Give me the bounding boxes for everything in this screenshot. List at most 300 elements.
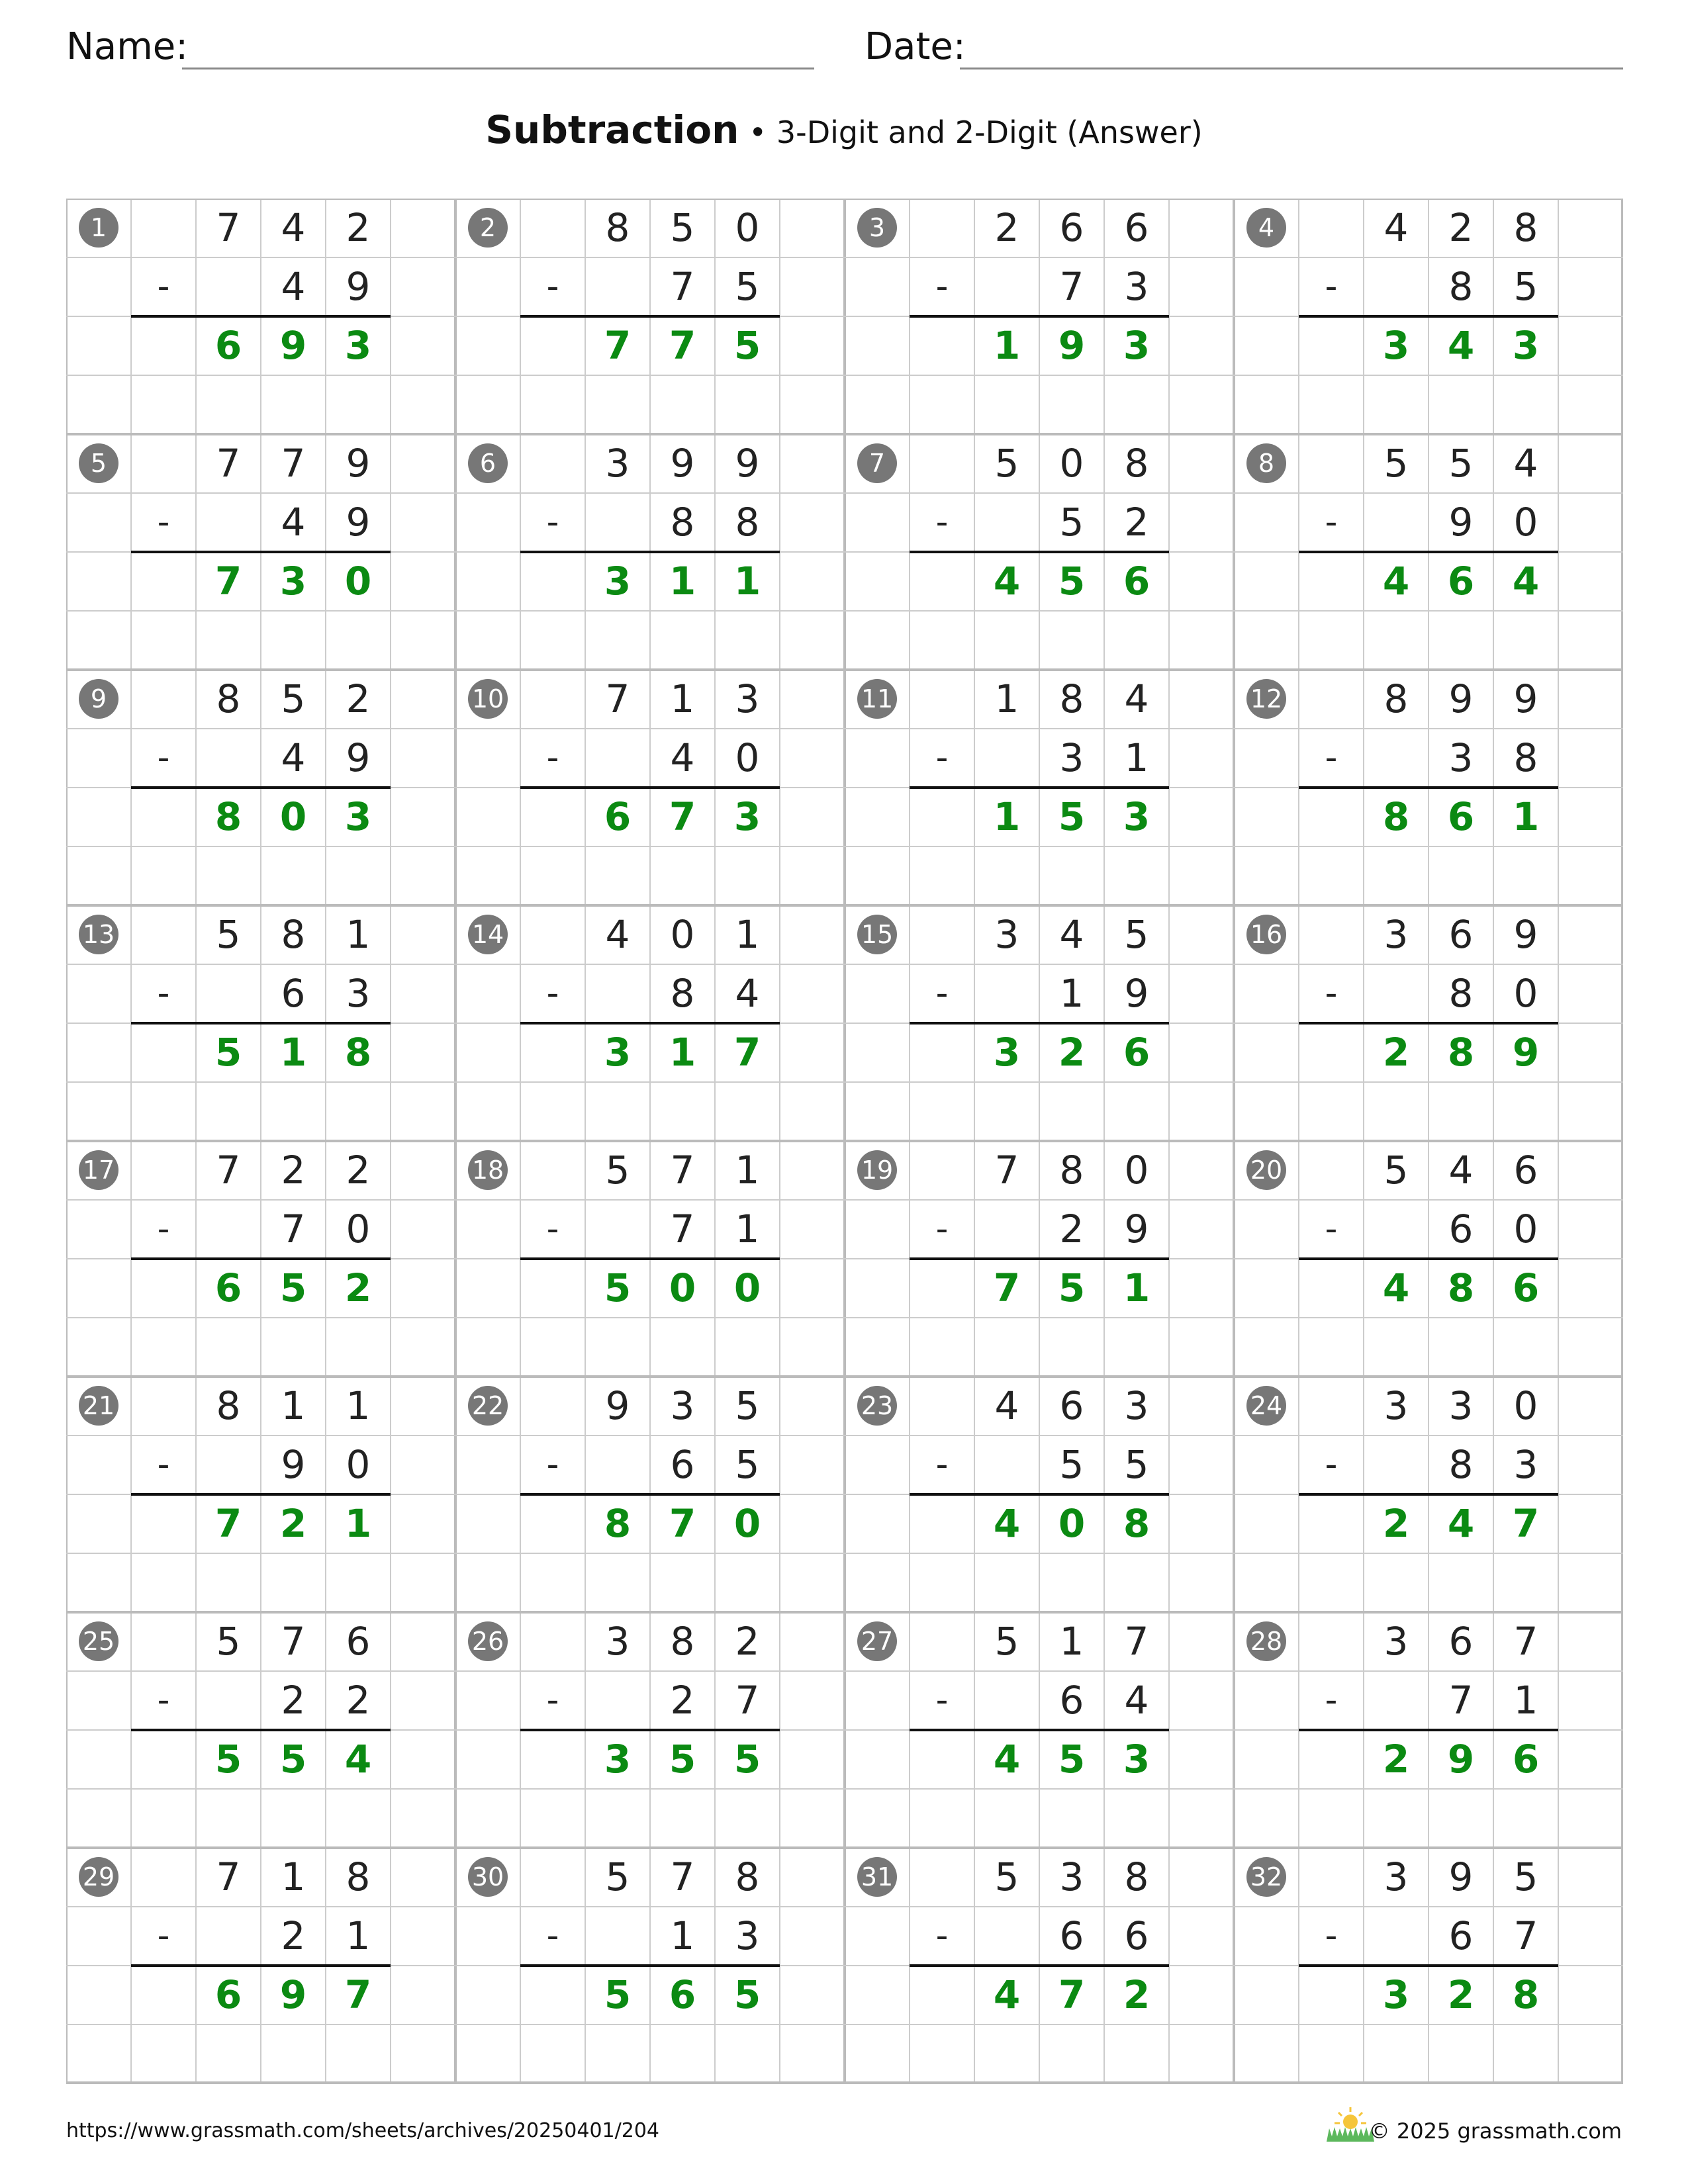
minus-sign: - xyxy=(157,1680,170,1720)
minuend-digit: 1 xyxy=(346,1383,371,1428)
minus-sign: - xyxy=(546,738,559,778)
minuend-digit: 4 xyxy=(1383,205,1409,250)
answer-digit: 5 xyxy=(279,1265,307,1310)
subtrahend-digit: 9 xyxy=(346,264,371,309)
minuend-digit: 9 xyxy=(1448,1854,1474,1899)
problem-number-badge: 32 xyxy=(1246,1857,1286,1897)
minuend-digit: 4 xyxy=(994,1383,1019,1428)
answer-digit: 1 xyxy=(993,323,1021,368)
minuend-digit: 6 xyxy=(1059,1383,1084,1428)
problem-number-badge: 13 xyxy=(79,915,118,954)
minus-sign: - xyxy=(157,502,170,542)
subtrahend-digit: 7 xyxy=(281,1206,306,1251)
minus-sign: - xyxy=(546,1209,559,1249)
answer-digit: 8 xyxy=(1447,1265,1475,1310)
answer-digit: 4 xyxy=(993,1737,1021,1782)
answer-digit: 1 xyxy=(669,559,696,604)
subtrahend-digit: 0 xyxy=(735,735,760,780)
minuend-digit: 8 xyxy=(216,1383,241,1428)
answer-digit: 1 xyxy=(1512,794,1540,839)
minuend-digit: 5 xyxy=(735,1383,760,1428)
date-line xyxy=(960,68,1623,69)
minuend-digit: 3 xyxy=(735,676,760,721)
subtrahend-digit: 0 xyxy=(346,1442,371,1487)
minus-sign: - xyxy=(935,1209,949,1249)
subtrahend-digit: 6 xyxy=(1448,1206,1474,1251)
answer-digit: 6 xyxy=(1447,794,1475,839)
problem-number-badge: 25 xyxy=(79,1621,118,1661)
minuend-digit: 5 xyxy=(216,1619,241,1664)
minuend-digit: 6 xyxy=(1059,205,1084,250)
answer-digit: 7 xyxy=(669,323,696,368)
answer-digit: 3 xyxy=(1382,323,1410,368)
subtrahend-digit: 1 xyxy=(670,1913,695,1958)
minus-sign: - xyxy=(1325,1916,1338,1956)
worksheet-grid xyxy=(66,199,1623,2085)
answer-digit: 8 xyxy=(604,1501,632,1546)
answer-digit: 7 xyxy=(669,794,696,839)
minus-sign: - xyxy=(546,1680,559,1720)
minuend-digit: 7 xyxy=(670,1148,695,1193)
minuend-digit: 9 xyxy=(735,441,760,486)
problem-number-badge: 10 xyxy=(468,679,508,719)
minuend-digit: 7 xyxy=(605,676,630,721)
answer-digit: 7 xyxy=(669,1501,696,1546)
minuend-digit: 8 xyxy=(281,912,306,957)
minuend-digit: 3 xyxy=(1124,1383,1149,1428)
answer-digit: 0 xyxy=(733,1501,761,1546)
answer-digit: 5 xyxy=(1058,794,1086,839)
problem-number-badge: 12 xyxy=(1246,679,1286,719)
minuend-digit: 2 xyxy=(735,1619,760,1664)
subtrahend-digit: 5 xyxy=(1059,500,1084,545)
minuend-digit: 5 xyxy=(1383,441,1409,486)
minuend-digit: 6 xyxy=(1448,1619,1474,1664)
problem-number-badge: 2 xyxy=(468,208,508,248)
answer-digit: 5 xyxy=(669,1737,696,1782)
answer-digit: 8 xyxy=(214,794,242,839)
minuend-digit: 2 xyxy=(346,1148,371,1193)
answer-digit: 0 xyxy=(1058,1501,1086,1546)
minuend-digit: 6 xyxy=(1448,912,1474,957)
answer-digit: 3 xyxy=(604,559,632,604)
minuend-digit: 7 xyxy=(216,1148,241,1193)
subtrahend-digit: 2 xyxy=(281,1913,306,1958)
answer-digit: 0 xyxy=(279,794,307,839)
minuend-digit: 5 xyxy=(994,441,1019,486)
answer-digit: 7 xyxy=(214,559,242,604)
answer-digit: 5 xyxy=(604,1265,632,1310)
minus-sign: - xyxy=(935,974,949,1013)
answer-digit: 1 xyxy=(1123,1265,1150,1310)
problem-number-badge: 15 xyxy=(857,915,897,954)
subtrahend-digit: 4 xyxy=(670,735,695,780)
subtrahend-digit: 7 xyxy=(1513,1913,1538,1958)
answer-digit: 9 xyxy=(279,1972,307,2017)
minuend-digit: 2 xyxy=(994,205,1019,250)
answer-digit: 6 xyxy=(669,1972,696,2017)
subtrahend-digit: 9 xyxy=(346,735,371,780)
answer-digit: 2 xyxy=(279,1501,307,1546)
subtrahend-digit: 2 xyxy=(1124,500,1149,545)
subtrahend-digit: 3 xyxy=(1059,735,1084,780)
answer-digit: 6 xyxy=(1512,1265,1540,1310)
subtrahend-digit: 9 xyxy=(1124,971,1149,1016)
subtrahend-digit: 4 xyxy=(281,264,306,309)
minuend-digit: 2 xyxy=(346,205,371,250)
problem-number-badge: 6 xyxy=(468,443,508,483)
minuend-digit: 7 xyxy=(216,1854,241,1899)
problem-number-badge: 4 xyxy=(1246,208,1286,248)
minus-sign: - xyxy=(546,267,559,306)
problem-number-badge: 7 xyxy=(857,443,897,483)
subtrahend-digit: 9 xyxy=(346,500,371,545)
minuend-digit: 3 xyxy=(1448,1383,1474,1428)
minuend-digit: 8 xyxy=(346,1854,371,1899)
minus-sign: - xyxy=(1325,738,1338,778)
minus-sign: - xyxy=(157,738,170,778)
minuend-digit: 9 xyxy=(1448,676,1474,721)
problem-number-badge: 31 xyxy=(857,1857,897,1897)
answer-digit: 3 xyxy=(279,559,307,604)
minuend-digit: 8 xyxy=(1059,676,1084,721)
answer-digit: 9 xyxy=(1058,323,1086,368)
problem-number-badge: 3 xyxy=(857,208,897,248)
answer-digit: 4 xyxy=(344,1737,372,1782)
date-label: Date: xyxy=(865,25,966,68)
minus-sign: - xyxy=(546,974,559,1013)
answer-digit: 5 xyxy=(1058,559,1086,604)
subtrahend-digit: 1 xyxy=(1513,1678,1538,1723)
minus-sign: - xyxy=(1325,1445,1338,1484)
subtrahend-digit: 9 xyxy=(1448,500,1474,545)
minuend-digit: 4 xyxy=(281,205,306,250)
answer-digit: 1 xyxy=(279,1030,307,1075)
answer-digit: 7 xyxy=(604,323,632,368)
minus-sign: - xyxy=(157,1445,170,1484)
minus-sign: - xyxy=(157,1916,170,1956)
subtrahend-digit: 4 xyxy=(1124,1678,1149,1723)
answer-digit: 6 xyxy=(1512,1737,1540,1782)
answer-digit: 3 xyxy=(1123,1737,1150,1782)
answer-digit: 0 xyxy=(733,1265,761,1310)
subtrahend-digit: 7 xyxy=(670,264,695,309)
answer-digit: 4 xyxy=(1512,559,1540,604)
problem-number-badge: 24 xyxy=(1246,1386,1286,1426)
minuend-digit: 3 xyxy=(1059,1854,1084,1899)
minuend-digit: 0 xyxy=(670,912,695,957)
minuend-digit: 1 xyxy=(670,676,695,721)
subtrahend-digit: 6 xyxy=(281,971,306,1016)
answer-digit: 3 xyxy=(1512,323,1540,368)
minuend-digit: 1 xyxy=(735,912,760,957)
minus-sign: - xyxy=(1325,1209,1338,1249)
minuend-digit: 8 xyxy=(1124,1854,1149,1899)
minuend-digit: 9 xyxy=(1513,676,1538,721)
problem-number-badge: 8 xyxy=(1246,443,1286,483)
answer-digit: 9 xyxy=(1512,1030,1540,1075)
answer-digit: 1 xyxy=(669,1030,696,1075)
minuend-digit: 8 xyxy=(735,1854,760,1899)
subtrahend-digit: 3 xyxy=(735,1913,760,1958)
minuend-digit: 4 xyxy=(1448,1148,1474,1193)
subtrahend-digit: 3 xyxy=(346,971,371,1016)
subtrahend-digit: 0 xyxy=(1513,971,1538,1016)
minuend-digit: 5 xyxy=(1448,441,1474,486)
subtrahend-digit: 4 xyxy=(735,971,760,1016)
subtrahend-digit: 4 xyxy=(281,735,306,780)
answer-digit: 3 xyxy=(993,1030,1021,1075)
subtrahend-digit: 0 xyxy=(346,1206,371,1251)
subtrahend-digit: 6 xyxy=(1059,1678,1084,1723)
subtrahend-digit: 8 xyxy=(1448,971,1474,1016)
subtrahend-digit: 4 xyxy=(281,500,306,545)
answer-digit: 2 xyxy=(1382,1737,1410,1782)
minuend-digit: 6 xyxy=(1513,1148,1538,1193)
minuend-digit: 7 xyxy=(281,1619,306,1664)
minuend-digit: 1 xyxy=(281,1854,306,1899)
minuend-digit: 5 xyxy=(605,1854,630,1899)
minuend-digit: 5 xyxy=(216,912,241,957)
answer-digit: 1 xyxy=(344,1501,372,1546)
page-title xyxy=(0,106,1688,156)
subtrahend-digit: 8 xyxy=(670,500,695,545)
answer-digit: 6 xyxy=(1447,559,1475,604)
minuend-digit: 9 xyxy=(670,441,695,486)
answer-digit: 0 xyxy=(669,1265,696,1310)
answer-digit: 4 xyxy=(993,1501,1021,1546)
subtrahend-digit: 3 xyxy=(1513,1442,1538,1487)
subtrahend-digit: 5 xyxy=(1059,1442,1084,1487)
answer-digit: 3 xyxy=(1123,323,1150,368)
problem-number-badge: 28 xyxy=(1246,1621,1286,1661)
subtrahend-digit: 1 xyxy=(1124,735,1149,780)
minus-sign: - xyxy=(546,502,559,542)
minuend-digit: 2 xyxy=(346,676,371,721)
answer-digit: 4 xyxy=(1447,323,1475,368)
minuend-digit: 5 xyxy=(281,676,306,721)
answer-digit: 7 xyxy=(1512,1501,1540,1546)
answer-digit: 8 xyxy=(1123,1501,1150,1546)
answer-digit: 3 xyxy=(344,323,372,368)
minuend-digit: 3 xyxy=(1383,1383,1409,1428)
minus-sign: - xyxy=(1325,1680,1338,1720)
minus-sign: - xyxy=(546,1445,559,1484)
minuend-digit: 7 xyxy=(1513,1619,1538,1664)
answer-digit: 5 xyxy=(279,1737,307,1782)
name-label: Name: xyxy=(66,25,189,68)
minuend-digit: 5 xyxy=(994,1854,1019,1899)
minus-sign: - xyxy=(157,267,170,306)
subtrahend-digit: 2 xyxy=(670,1678,695,1723)
minuend-digit: 8 xyxy=(605,205,630,250)
subtrahend-digit: 5 xyxy=(735,1442,760,1487)
title-main: Subtraction xyxy=(485,107,739,152)
minuend-digit: 7 xyxy=(670,1854,695,1899)
minus-sign: - xyxy=(935,1445,949,1484)
answer-digit: 2 xyxy=(1123,1972,1150,2017)
minus-sign: - xyxy=(935,738,949,778)
answer-digit: 4 xyxy=(993,1972,1021,2017)
minus-sign: - xyxy=(935,502,949,542)
subtrahend-digit: 5 xyxy=(735,264,760,309)
answer-digit: 7 xyxy=(733,1030,761,1075)
subtrahend-digit: 9 xyxy=(1124,1206,1149,1251)
subtrahend-digit: 8 xyxy=(735,500,760,545)
minuend-digit: 7 xyxy=(1124,1619,1149,1664)
problem-number-badge: 23 xyxy=(857,1386,897,1426)
subtrahend-digit: 2 xyxy=(281,1678,306,1723)
answer-digit: 4 xyxy=(1382,559,1410,604)
answer-digit: 5 xyxy=(604,1972,632,2017)
answer-digit: 9 xyxy=(279,323,307,368)
minus-sign: - xyxy=(157,1209,170,1249)
minuend-digit: 9 xyxy=(1513,912,1538,957)
subtrahend-digit: 6 xyxy=(1124,1913,1149,1958)
answer-digit: 6 xyxy=(604,794,632,839)
subtrahend-digit: 8 xyxy=(670,971,695,1016)
subtrahend-digit: 8 xyxy=(1448,264,1474,309)
problem-number-badge: 22 xyxy=(468,1386,508,1426)
minuend-digit: 3 xyxy=(994,912,1019,957)
minuend-digit: 6 xyxy=(346,1619,371,1664)
subtrahend-digit: 1 xyxy=(735,1206,760,1251)
problem-number-badge: 1 xyxy=(79,208,118,248)
answer-digit: 6 xyxy=(214,323,242,368)
minuend-digit: 8 xyxy=(216,676,241,721)
problem-number-badge: 14 xyxy=(468,915,508,954)
answer-digit: 2 xyxy=(1058,1030,1086,1075)
subtrahend-digit: 6 xyxy=(1059,1913,1084,1958)
subtrahend-digit: 0 xyxy=(1513,500,1538,545)
answer-digit: 1 xyxy=(993,794,1021,839)
problem-number-badge: 27 xyxy=(857,1621,897,1661)
answer-digit: 4 xyxy=(1447,1501,1475,1546)
minuend-digit: 3 xyxy=(605,441,630,486)
answer-digit: 4 xyxy=(1382,1265,1410,1310)
minuend-digit: 1 xyxy=(346,912,371,957)
subtrahend-digit: 7 xyxy=(1059,264,1084,309)
answer-digit: 2 xyxy=(1382,1501,1410,1546)
minuend-digit: 0 xyxy=(1513,1383,1538,1428)
answer-digit: 6 xyxy=(1123,1030,1150,1075)
minuend-digit: 5 xyxy=(670,205,695,250)
answer-digit: 7 xyxy=(344,1972,372,2017)
minuend-digit: 6 xyxy=(1124,205,1149,250)
answer-digit: 7 xyxy=(214,1501,242,1546)
subtrahend-digit: 2 xyxy=(346,1678,371,1723)
minuend-digit: 1 xyxy=(1059,1619,1084,1664)
answer-digit: 5 xyxy=(733,1737,761,1782)
problem-number-badge: 11 xyxy=(857,679,897,719)
subtrahend-digit: 7 xyxy=(1448,1678,1474,1723)
minuend-digit: 5 xyxy=(1513,1854,1538,1899)
minuend-digit: 4 xyxy=(605,912,630,957)
minuend-digit: 5 xyxy=(994,1619,1019,1664)
subtrahend-digit: 0 xyxy=(1513,1206,1538,1251)
minuend-digit: 1 xyxy=(281,1383,306,1428)
minuend-digit: 2 xyxy=(281,1148,306,1193)
answer-digit: 8 xyxy=(1447,1030,1475,1075)
subtrahend-digit: 3 xyxy=(1124,264,1149,309)
minuend-digit: 8 xyxy=(1059,1148,1084,1193)
subtrahend-digit: 1 xyxy=(1059,971,1084,1016)
footer-url: https://www.grassmath.com/sheets/archives/20250401/204 xyxy=(66,2119,660,2142)
problem-number-badge: 21 xyxy=(79,1386,118,1426)
answer-digit: 5 xyxy=(214,1737,242,1782)
subtrahend-digit: 9 xyxy=(281,1442,306,1487)
subtrahend-digit: 7 xyxy=(735,1678,760,1723)
minuend-digit: 8 xyxy=(670,1619,695,1664)
problem-number-badge: 20 xyxy=(1246,1150,1286,1190)
problems-container xyxy=(66,199,1623,2085)
minuend-digit: 5 xyxy=(1383,1148,1409,1193)
subtrahend-digit: 1 xyxy=(346,1913,371,1958)
minuend-digit: 8 xyxy=(1383,676,1409,721)
answer-digit: 5 xyxy=(1058,1265,1086,1310)
minus-sign: - xyxy=(935,1916,949,1956)
answer-digit: 6 xyxy=(1123,559,1150,604)
answer-digit: 8 xyxy=(1512,1972,1540,2017)
subtrahend-digit: 3 xyxy=(1448,735,1474,780)
answer-digit: 3 xyxy=(604,1030,632,1075)
problem-number-badge: 18 xyxy=(468,1150,508,1190)
minuend-digit: 3 xyxy=(670,1383,695,1428)
minuend-digit: 7 xyxy=(994,1148,1019,1193)
minus-sign: - xyxy=(1325,267,1338,306)
subtrahend-digit: 7 xyxy=(670,1206,695,1251)
footer-copyright: © 2025 grassmath.com xyxy=(1368,2118,1622,2144)
problem-number-badge: 26 xyxy=(468,1621,508,1661)
answer-digit: 8 xyxy=(1382,794,1410,839)
minuend-digit: 9 xyxy=(346,441,371,486)
minuend-digit: 1 xyxy=(994,676,1019,721)
minuend-digit: 0 xyxy=(735,205,760,250)
minuend-digit: 8 xyxy=(1124,441,1149,486)
answer-digit: 3 xyxy=(1123,794,1150,839)
problem-number-badge: 30 xyxy=(468,1857,508,1897)
minuend-digit: 3 xyxy=(1383,912,1409,957)
answer-digit: 2 xyxy=(1382,1030,1410,1075)
answer-digit: 5 xyxy=(1058,1737,1086,1782)
minus-sign: - xyxy=(546,1916,559,1956)
problem-number-badge: 19 xyxy=(857,1150,897,1190)
minuend-digit: 7 xyxy=(216,205,241,250)
minuend-digit: 0 xyxy=(1059,441,1084,486)
minuend-digit: 4 xyxy=(1513,441,1538,486)
minuend-digit: 0 xyxy=(1124,1148,1149,1193)
problem-number-badge: 17 xyxy=(79,1150,118,1190)
minuend-digit: 5 xyxy=(605,1148,630,1193)
minuend-digit: 3 xyxy=(1383,1619,1409,1664)
answer-digit: 5 xyxy=(733,1972,761,2017)
answer-digit: 3 xyxy=(733,794,761,839)
name-line xyxy=(182,68,814,69)
minus-sign: - xyxy=(935,1680,949,1720)
answer-digit: 9 xyxy=(1447,1737,1475,1782)
minus-sign: - xyxy=(1325,502,1338,542)
subtrahend-digit: 8 xyxy=(1448,1442,1474,1487)
subtrahend-digit: 2 xyxy=(1059,1206,1084,1251)
subtrahend-digit: 6 xyxy=(1448,1913,1474,1958)
answer-digit: 3 xyxy=(604,1737,632,1782)
subtrahend-digit: 8 xyxy=(1513,735,1538,780)
answer-digit: 3 xyxy=(1382,1972,1410,2017)
answer-digit: 6 xyxy=(214,1972,242,2017)
problem-number-badge: 5 xyxy=(79,443,118,483)
answer-digit: 7 xyxy=(993,1265,1021,1310)
answer-digit: 8 xyxy=(344,1030,372,1075)
